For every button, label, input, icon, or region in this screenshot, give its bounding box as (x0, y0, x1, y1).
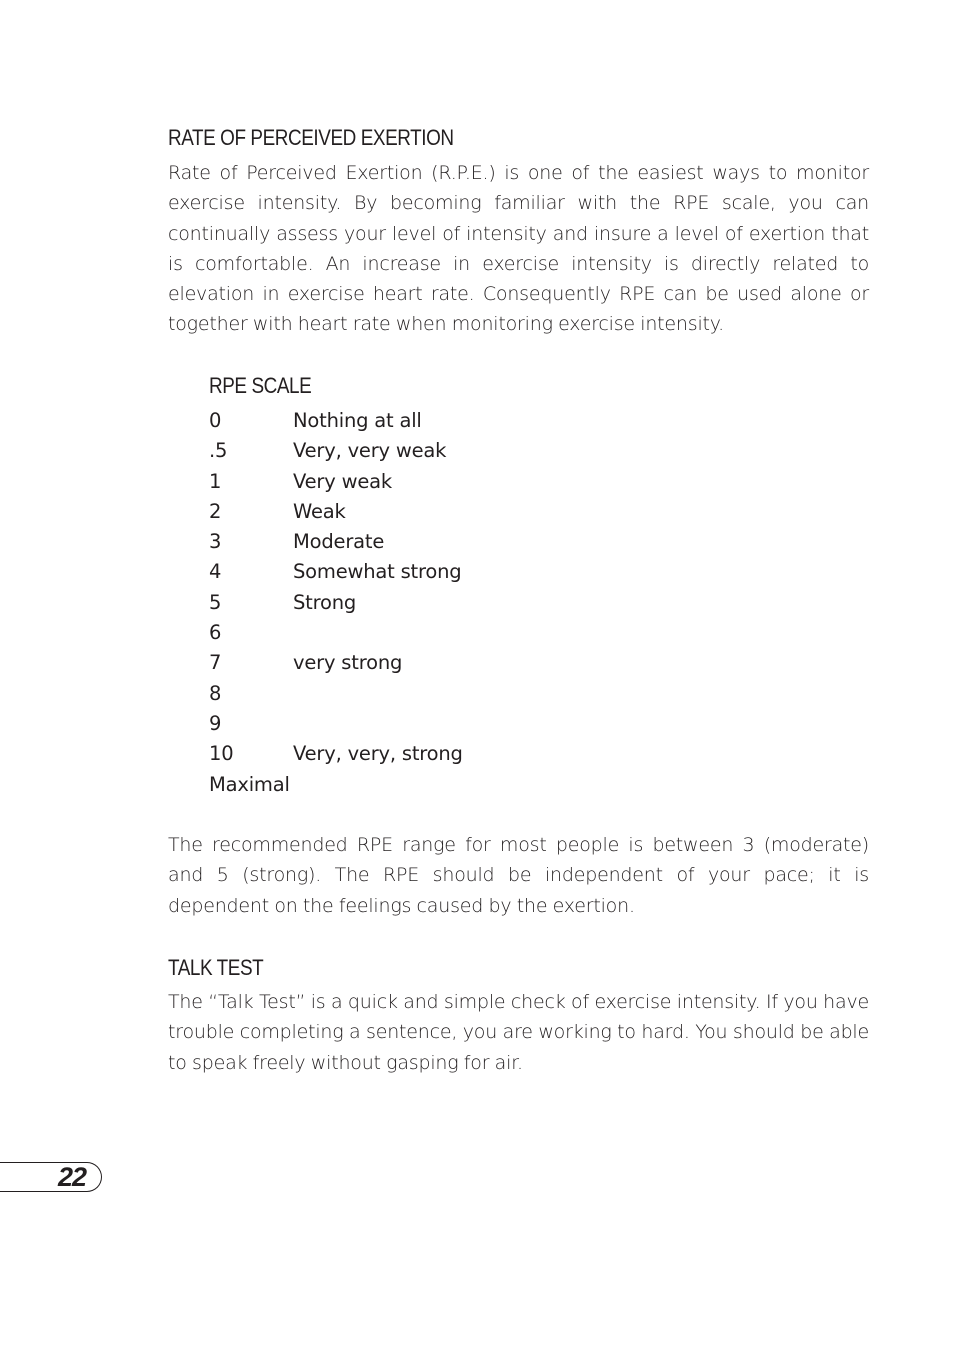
rpe-scale-row (209, 648, 463, 678)
rpe-scale-value: 0 (209, 409, 222, 432)
rpe-scale-value: .5 (209, 439, 228, 463)
rpe-scale-value: 3 (209, 530, 222, 554)
rpe-scale-value: Maximal (209, 772, 290, 796)
rpe-scale-value: 9 (209, 711, 222, 735)
rpe-scale-row (209, 406, 463, 436)
rpe-scale-label: Moderate (293, 530, 385, 554)
rpe-scale-label: Strong (293, 590, 357, 614)
rpe-scale-label: Nothing at all (293, 409, 422, 432)
recommendation-paragraph: The recommended RPE range for most people is between 3 (moderate) and 5 (strong). The RPE should be independent of your pace; it is dependent on the feelings caused by the exertion. (168, 834, 869, 917)
rpe-scale-value: 5 (209, 590, 222, 614)
rpe-scale-label: Somewhat strong (293, 560, 462, 584)
rpe-paragraph: Rate of Perceived Exertion (R.P.E.) is one of the easiest ways to monitor exercise intensity. By becoming familiar with the RPE scale, you can continually assess your level of intensity and insure a level of exertion that is comfortable. An increase in exercise intensity is directly related to elevation in exercise heart rate. Consequently RPE can be used alone or together with heart rate when monitoring exercise intensity. (168, 162, 869, 336)
page-number: 22 (58, 1162, 87, 1192)
rpe-scale-row (209, 588, 463, 618)
rpe-scale-value: 10 (209, 742, 234, 766)
rpe-scale-row (209, 467, 463, 497)
rpe-scale-row (209, 709, 463, 739)
rpe-scale-label: Very weak (293, 469, 392, 493)
rpe-scale-value: 6 (209, 621, 222, 645)
rpe-heading: RATE OF PERCEIVED EXERTION (168, 125, 454, 150)
rpe-scale-value: 7 (209, 651, 222, 675)
page-number-tab (0, 1162, 102, 1192)
rpe-scale-row (209, 739, 463, 769)
rpe-scale-value: 2 (209, 499, 222, 523)
rpe-scale-row (209, 618, 463, 648)
rpe-scale-row (209, 557, 463, 587)
talk-test-heading: TALK TEST (168, 955, 264, 980)
rpe-scale-heading: RPE SCALE (209, 373, 312, 398)
rpe-scale-value: 8 (209, 681, 222, 705)
rpe-scale-label: Very, very weak (293, 439, 447, 463)
rpe-scale-label: very strong (293, 651, 403, 675)
rpe-scale-row (209, 770, 463, 800)
rpe-scale-list (209, 406, 463, 800)
rpe-scale-label: Weak (293, 499, 346, 523)
rpe-scale-label: Very, very, strong (293, 742, 463, 766)
rpe-scale-row (209, 679, 463, 709)
rpe-scale-value: 4 (209, 560, 222, 584)
rpe-scale-value: 1 (209, 469, 222, 493)
rpe-scale-row (209, 527, 463, 557)
rpe-scale-row (209, 497, 463, 527)
talk-test-paragraph: The “Talk Test” is a quick and simple check of exercise intensity. If you have trouble completing a sentence, you are working to hard. You should be able to speak freely without gasping for air. (168, 991, 869, 1074)
rpe-scale-row (209, 436, 463, 466)
